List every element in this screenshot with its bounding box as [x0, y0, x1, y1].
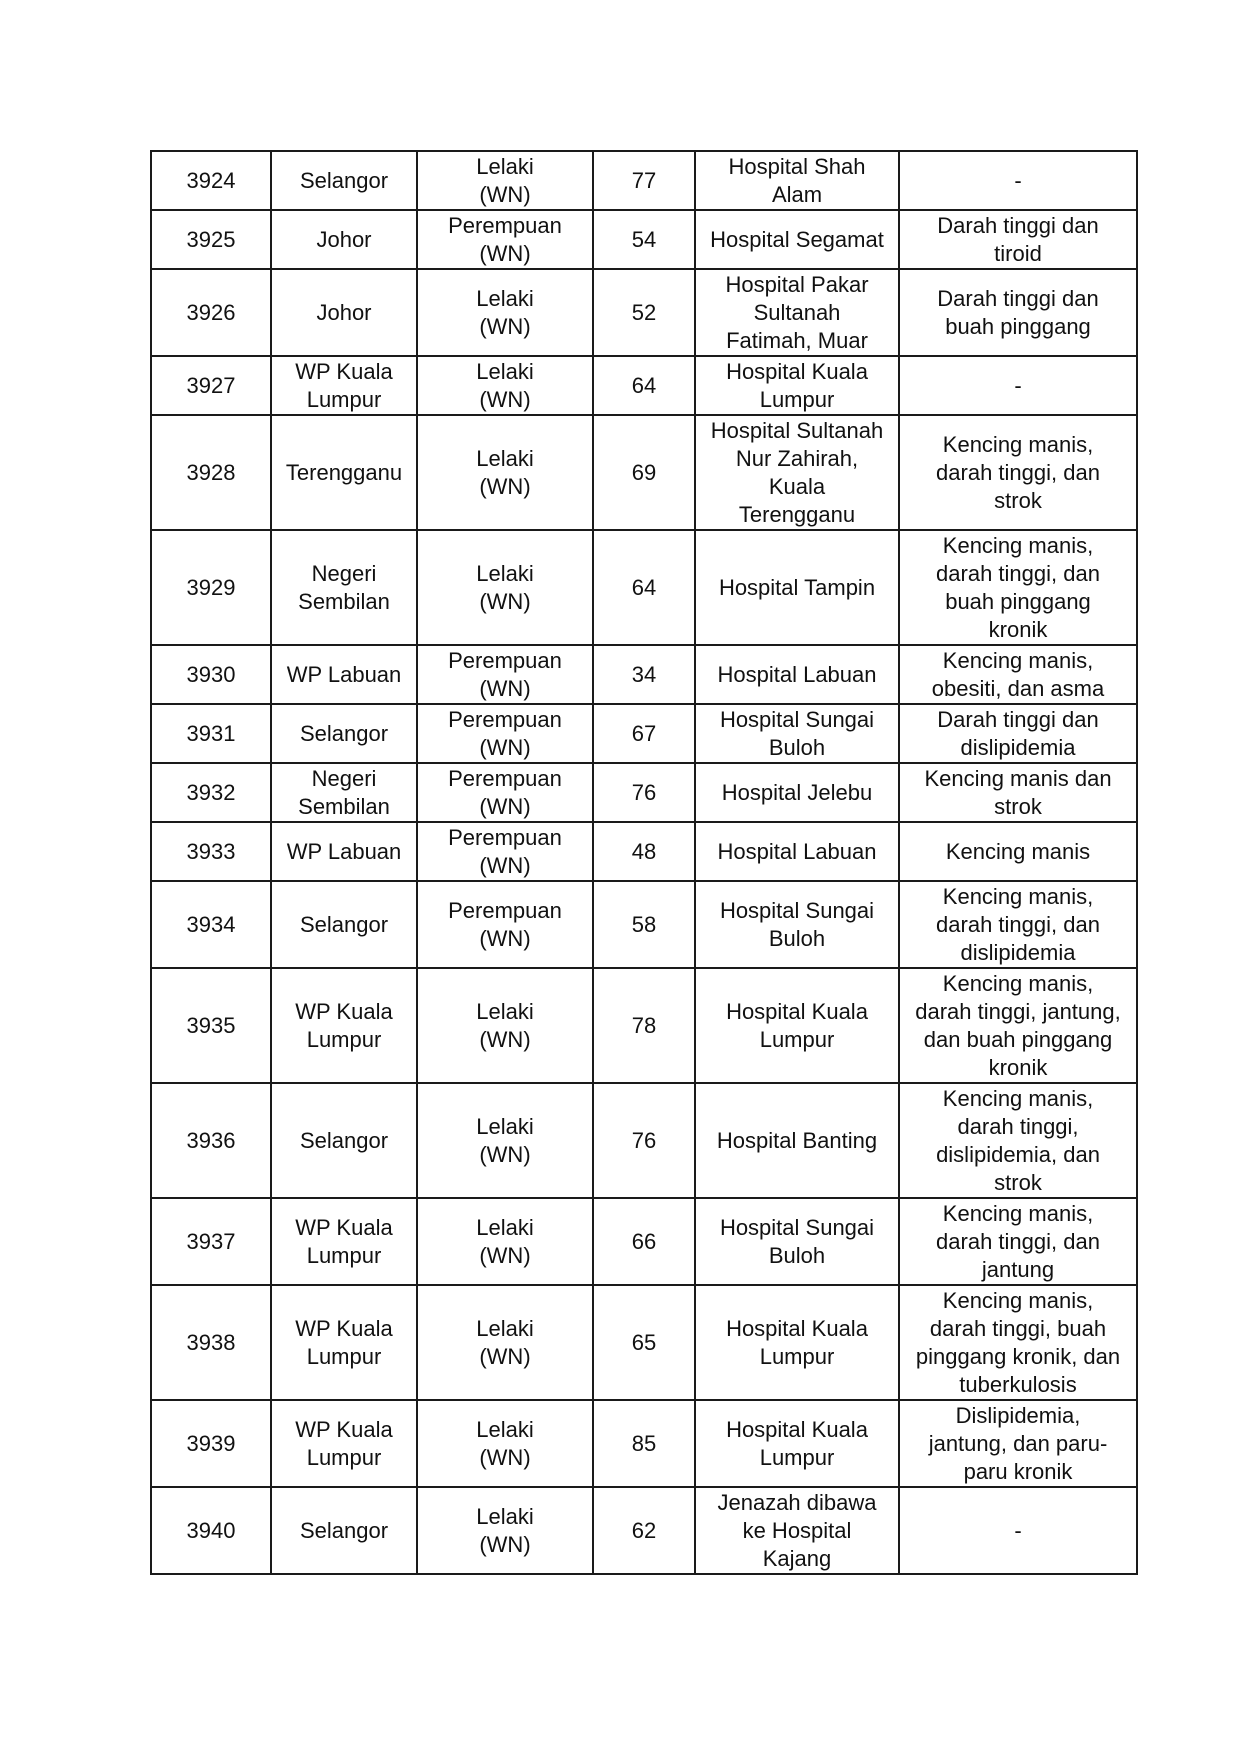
gender-cell: Lelaki (WN) — [417, 151, 593, 210]
hospital-cell: Hospital Tampin — [695, 530, 899, 645]
table-row — [151, 763, 1137, 822]
state-cell: Selangor — [271, 151, 417, 210]
case-number-cell: 3934 — [151, 881, 271, 968]
hospital-cell: Hospital Labuan — [695, 645, 899, 704]
gender-cell: Lelaki (WN) — [417, 1198, 593, 1285]
gender-cell: Perempuan (WN) — [417, 704, 593, 763]
state-cell: Negeri Sembilan — [271, 763, 417, 822]
age-cell: 66 — [593, 1198, 695, 1285]
hospital-cell: Hospital Shah Alam — [695, 151, 899, 210]
state-cell: Selangor — [271, 704, 417, 763]
state-cell: WP Kuala Lumpur — [271, 968, 417, 1083]
hospital-cell: Hospital Kuala Lumpur — [695, 1285, 899, 1400]
age-cell: 48 — [593, 822, 695, 881]
case-number-cell: 3937 — [151, 1198, 271, 1285]
gender-cell: Perempuan (WN) — [417, 822, 593, 881]
state-cell: Selangor — [271, 1487, 417, 1574]
case-number-cell: 3932 — [151, 763, 271, 822]
table-row — [151, 269, 1137, 356]
table-row — [151, 645, 1137, 704]
case-number-cell: 3938 — [151, 1285, 271, 1400]
comorbidity-cell: Kencing manis, darah tinggi, dan dislipidemia — [899, 881, 1137, 968]
state-cell: WP Kuala Lumpur — [271, 356, 417, 415]
case-number-cell: 3939 — [151, 1400, 271, 1487]
state-cell: Negeri Sembilan — [271, 530, 417, 645]
table-row — [151, 704, 1137, 763]
age-cell: 62 — [593, 1487, 695, 1574]
state-cell: Selangor — [271, 1083, 417, 1198]
state-cell: WP Labuan — [271, 645, 417, 704]
age-cell: 76 — [593, 763, 695, 822]
hospital-cell: Hospital Sungai Buloh — [695, 1198, 899, 1285]
case-number-cell: 3940 — [151, 1487, 271, 1574]
cases-table — [150, 150, 1138, 1575]
gender-cell: Perempuan (WN) — [417, 210, 593, 269]
age-cell: 34 — [593, 645, 695, 704]
comorbidity-cell: Darah tinggi dan buah pinggang — [899, 269, 1137, 356]
state-cell: Johor — [271, 210, 417, 269]
hospital-cell: Hospital Kuala Lumpur — [695, 356, 899, 415]
age-cell: 54 — [593, 210, 695, 269]
hospital-cell: Hospital Sultanah Nur Zahirah, Kuala Terengganu — [695, 415, 899, 530]
table-row — [151, 1487, 1137, 1574]
table-row — [151, 530, 1137, 645]
state-cell: Selangor — [271, 881, 417, 968]
gender-cell: Lelaki (WN) — [417, 356, 593, 415]
gender-cell: Lelaki (WN) — [417, 1285, 593, 1400]
hospital-cell: Hospital Kuala Lumpur — [695, 968, 899, 1083]
comorbidity-cell: Kencing manis, darah tinggi, dislipidemia, dan strok — [899, 1083, 1137, 1198]
age-cell: 65 — [593, 1285, 695, 1400]
comorbidity-cell: Kencing manis — [899, 822, 1137, 881]
case-number-cell: 3927 — [151, 356, 271, 415]
gender-cell: Perempuan (WN) — [417, 881, 593, 968]
age-cell: 78 — [593, 968, 695, 1083]
gender-cell: Lelaki (WN) — [417, 1487, 593, 1574]
hospital-cell: Hospital Banting — [695, 1083, 899, 1198]
hospital-cell: Hospital Jelebu — [695, 763, 899, 822]
age-cell: 67 — [593, 704, 695, 763]
case-number-cell: 3928 — [151, 415, 271, 530]
table-row — [151, 881, 1137, 968]
comorbidity-cell: - — [899, 1487, 1137, 1574]
hospital-cell: Hospital Labuan — [695, 822, 899, 881]
age-cell: 85 — [593, 1400, 695, 1487]
case-number-cell: 3929 — [151, 530, 271, 645]
table-row — [151, 968, 1137, 1083]
comorbidity-cell: Kencing manis, darah tinggi, dan buah pinggang kronik — [899, 530, 1137, 645]
state-cell: WP Labuan — [271, 822, 417, 881]
gender-cell: Lelaki (WN) — [417, 530, 593, 645]
comorbidity-cell: - — [899, 356, 1137, 415]
case-number-cell: 3935 — [151, 968, 271, 1083]
age-cell: 58 — [593, 881, 695, 968]
table-row — [151, 151, 1137, 210]
state-cell: WP Kuala Lumpur — [271, 1400, 417, 1487]
table-row — [151, 1198, 1137, 1285]
table-row — [151, 1083, 1137, 1198]
comorbidity-cell: Darah tinggi dan tiroid — [899, 210, 1137, 269]
hospital-cell: Jenazah dibawa ke Hospital Kajang — [695, 1487, 899, 1574]
cases-table-body — [151, 151, 1137, 1574]
age-cell: 77 — [593, 151, 695, 210]
gender-cell: Lelaki (WN) — [417, 1083, 593, 1198]
hospital-cell: Hospital Pakar Sultanah Fatimah, Muar — [695, 269, 899, 356]
gender-cell: Perempuan (WN) — [417, 645, 593, 704]
hospital-cell: Hospital Sungai Buloh — [695, 704, 899, 763]
comorbidity-cell: Kencing manis, darah tinggi, jantung, dan buah pinggang kronik — [899, 968, 1137, 1083]
table-row — [151, 822, 1137, 881]
comorbidity-cell: Kencing manis dan strok — [899, 763, 1137, 822]
case-number-cell: 3924 — [151, 151, 271, 210]
state-cell: WP Kuala Lumpur — [271, 1285, 417, 1400]
case-number-cell: 3931 — [151, 704, 271, 763]
gender-cell: Lelaki (WN) — [417, 1400, 593, 1487]
gender-cell: Lelaki (WN) — [417, 415, 593, 530]
gender-cell: Lelaki (WN) — [417, 968, 593, 1083]
comorbidity-cell: Kencing manis, darah tinggi, dan strok — [899, 415, 1137, 530]
table-row — [151, 415, 1137, 530]
hospital-cell: Hospital Kuala Lumpur — [695, 1400, 899, 1487]
comorbidity-cell: Darah tinggi dan dislipidemia — [899, 704, 1137, 763]
gender-cell: Perempuan (WN) — [417, 763, 593, 822]
state-cell: Terengganu — [271, 415, 417, 530]
comorbidity-cell: Dislipidemia, jantung, dan paru- paru kronik — [899, 1400, 1137, 1487]
table-row — [151, 210, 1137, 269]
comorbidity-cell: - — [899, 151, 1137, 210]
age-cell: 52 — [593, 269, 695, 356]
gender-cell: Lelaki (WN) — [417, 269, 593, 356]
hospital-cell: Hospital Segamat — [695, 210, 899, 269]
hospital-cell: Hospital Sungai Buloh — [695, 881, 899, 968]
case-number-cell: 3933 — [151, 822, 271, 881]
table-row — [151, 1400, 1137, 1487]
comorbidity-cell: Kencing manis, darah tinggi, buah pinggang kronik, dan tuberkulosis — [899, 1285, 1137, 1400]
age-cell: 64 — [593, 356, 695, 415]
age-cell: 69 — [593, 415, 695, 530]
table-row — [151, 1285, 1137, 1400]
case-number-cell: 3936 — [151, 1083, 271, 1198]
comorbidity-cell: Kencing manis, obesiti, dan asma — [899, 645, 1137, 704]
state-cell: Johor — [271, 269, 417, 356]
state-cell: WP Kuala Lumpur — [271, 1198, 417, 1285]
age-cell: 64 — [593, 530, 695, 645]
comorbidity-cell: Kencing manis, darah tinggi, dan jantung — [899, 1198, 1137, 1285]
case-number-cell: 3926 — [151, 269, 271, 356]
table-row — [151, 356, 1137, 415]
case-number-cell: 3925 — [151, 210, 271, 269]
case-number-cell: 3930 — [151, 645, 271, 704]
age-cell: 76 — [593, 1083, 695, 1198]
